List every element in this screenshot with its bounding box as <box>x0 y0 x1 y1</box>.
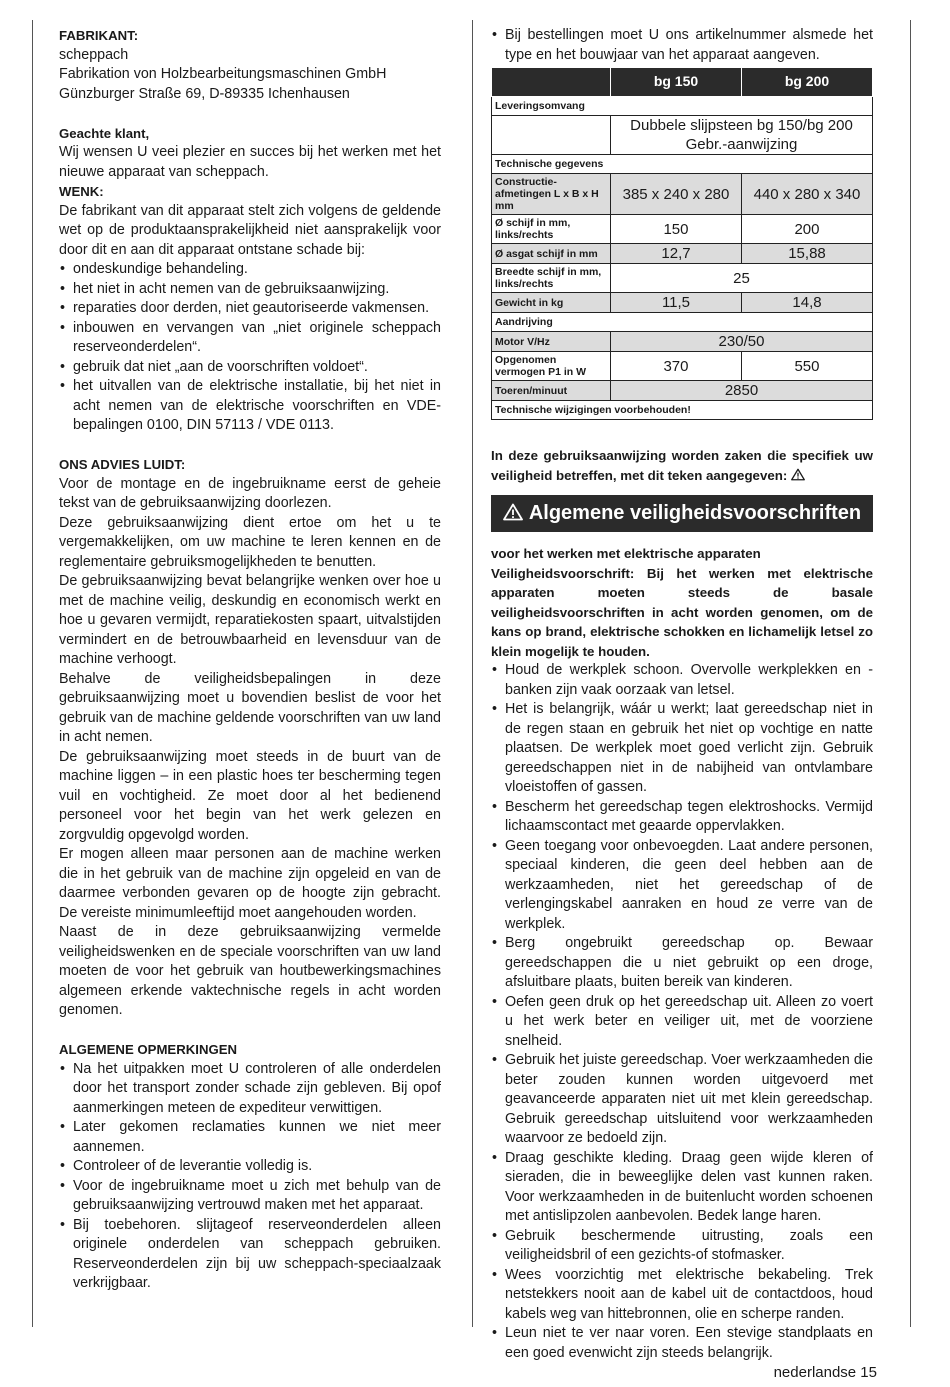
spec-header-row <box>492 68 873 97</box>
list-item: • Houd de werkplek schoon. Overvolle werkplekken en -banken zijn vaak oorzaak van letsel. <box>491 661 873 700</box>
spec-value: 385 x 240 x 280 <box>611 174 742 215</box>
spec-value: 370 <box>611 352 742 381</box>
spec-value: 200 <box>741 215 872 244</box>
list-item: • het uitvallen van de elektrische installatie, bij het niet in acht nemen van de elektrische voorschriften en VDE-bepalingen 0100, DIN 57113 / VDE 0113. <box>59 377 441 436</box>
spec-value: 550 <box>741 352 872 381</box>
list-item: • Berg ongebruikt gereedschap op. Bewaar gereedschappen die u niet gebruikt op een droge, afsluitbare plaats, buiten bereik van kinderen. <box>491 934 873 993</box>
list-item: • Geen toegang voor onbevoegden. Laat andere personen, speciaal kinderen, die geen deel hebben aan de werkzaamheden, niet het gereedschap of de verlengingskabel aanraken en houd ze verre van de werkplek. <box>491 837 873 935</box>
list-item: • Gebruik het juiste gereedschap. Voer werkzaamheden die beter zouden kunnen worden uitgevoerd met geavanceerde apparaten niet uit met klein gereedschap. Gebruik gereedschap uitsluitend voor werkzaamheden waarvoor ze bedoeld zijn. <box>491 1051 873 1149</box>
safety-list <box>491 661 873 1363</box>
spec-header-bg150: bg 150 <box>611 68 742 97</box>
list-item: • Voor de ingebruikname moet u zich met behulp van de gebruiksaanwijzing vertrouwd maken met het apparaat. <box>59 1177 441 1216</box>
list-item: • Het is belangrijk, wáár u werkt; laat gereedschap niet in de regen staan en gebruik het niet op vochtige en natte plaatsen. De werkplek moet goed verlicht zijn. Gebruik gereedschappen niet in de nabijheid van ontvlambare vloeistoffen of gassen. <box>491 700 873 798</box>
spec-label: Ø asgat schijf in mm <box>492 244 611 264</box>
table-row <box>492 215 873 244</box>
general-heading: ALGEMENE OPMERKINGEN <box>59 1042 238 1057</box>
spec-label: Motor V/Hz <box>492 332 611 352</box>
safety-symbol-note <box>491 446 873 485</box>
spec-empty-cell <box>492 116 611 155</box>
list-item: • Wees voorzichtig met elektrische bekabeling. Trek netstekkers nooit aan de kabel uit de contactdoos, houd kabels weg van hittebronnen, olie en scherpe randen. <box>491 1266 873 1325</box>
manufacturer-line: Günzburger Straße 69, D-89335 Ichenhausen <box>59 85 350 102</box>
advice-paragraph: Er mogen alleen maar personen aan de machine werken die in het gebruik van de machine zijn opgeleid en van de daarmee verbonden gevaren op de hoogte zijn gebracht. De vereiste minimumleeftijd moet aangehouden worden. <box>59 846 441 921</box>
spec-footnote: Technische wijzigingen voorbehouden! <box>492 401 873 420</box>
spec-value: 440 x 280 x 340 <box>741 174 872 215</box>
spec-value: 230/50 <box>611 332 873 352</box>
ordering-list <box>491 26 873 65</box>
advice-paragraph: De gebruiksaanwijzing bevat belangrijke wenken over hoe u met de machine veilig, deskundig en economisch werkt en hoe u gevaren vermijdt, reparatiekosten spaart, uitvalstijden vermindert en de betrouwbaarheid en levensduur van de machine verhoogt. <box>59 573 441 667</box>
list-item: • Bescherm het gereedschap tegen elektroshocks. Vermijd lichaamscontact met geaarde oppervlakken. <box>491 798 873 837</box>
manufacturer-block <box>59 26 441 104</box>
spec-value: 15,88 <box>741 244 872 264</box>
spec-value: 11,5 <box>611 293 742 313</box>
spec-value: 12,7 <box>611 244 742 264</box>
notice-text: De fabrikant van dit apparaat stelt zich volgens de geldende wet op de produktaansprakelijkheid niet aansprakelijk voor door dit en aan dit apparaat ontstane schade bij: <box>59 202 441 258</box>
notice-heading: WENK: <box>59 184 104 199</box>
list-item: • inbouwen en vervangen van „niet originele scheppach reserveonderdelen“. <box>59 319 441 358</box>
liability-list <box>59 260 441 436</box>
table-row <box>492 116 873 155</box>
safety-title: Algemene veiligheidsvoorschriften <box>528 502 862 524</box>
advice-paragraph: Deze gebruiksaanwijzing dient ertoe om het u te vergemakkelijken, om uw machine te leren kennen en de reglementaire gebruiksmogelijkheden te benutten. <box>59 514 441 570</box>
greeting-heading: Geachte klant, <box>59 125 150 141</box>
table-row <box>492 174 873 215</box>
list-item: • Bij toebehoren. slijtageof reserveonderdelen alleen originele onderdelen van scheppach gebruiken. Reserveonderdelen zijn bij uw scheppach-speciaalzaak verkrijgbaar. <box>59 1216 441 1294</box>
list-item: • Bij bestellingen moet U ons artikelnummer alsmede het type en het bouwjaar van het apparaat aangeven. <box>491 26 873 65</box>
table-row <box>492 264 873 293</box>
spec-label: Gewicht in kg <box>492 293 611 313</box>
spec-label: Breedte schijf in mm, links/rechts <box>492 264 611 293</box>
list-item: • Na het uitpakken moet U controleren of alle onderdelen door het transport zonder schade zijn gebleven. Bij opof aanmerkingen meteen de expediteur verwittigen. <box>59 1060 441 1119</box>
safety-title-bar <box>491 495 873 532</box>
spec-section-label: Aandrijving <box>492 313 873 332</box>
advice-paragraph: Behalve de veiligheidsbepalingen in deze gebruiksaanwijzing moet u bovendien beslist de voor het gebruik van de machine geldende voorschriften van uw land in acht nemen. <box>59 670 441 745</box>
spec-label: Toeren/minuut <box>492 381 611 401</box>
greeting-text: Wij wensen U veei plezier en succes bij het werken met het nieuwe apparaat van scheppach. <box>59 144 441 180</box>
spec-label: Opgenomen vermogen P1 in W <box>492 352 611 381</box>
spec-scope-item: Dubbele slijpsteen bg 150/bg 200 <box>630 117 853 134</box>
spec-value: 2850 <box>611 381 873 401</box>
spec-label: Constructie-afmetingen L x B x H mm <box>492 174 611 215</box>
table-row <box>492 293 873 313</box>
table-row <box>492 381 873 401</box>
spec-section-label: Technische gegevens <box>492 155 873 174</box>
list-item: • Gebruik beschermende uitrusting, zoals een veiligheidsbril of een gezichts-of stofmasker. <box>491 1227 873 1266</box>
list-item: • Draag geschikte kleding. Draag geen wijde kleren of sieraden, die in beweeglijke delen vast kunnen raken. Voor werkzaamheden in de buitenlucht worden schoenen met antislipzolen aanbevolen. Bedek lange haren. <box>491 1149 873 1227</box>
list-item: • ondeskundige behandeling. <box>59 260 441 280</box>
list-item: • Later gekomen reclamaties kunnen we niet meer aannemen. <box>59 1118 441 1157</box>
spec-value: 25 <box>611 264 873 293</box>
spec-value: 150 <box>611 215 742 244</box>
list-item: • het niet in acht nemen van de gebruiksaanwijzing. <box>59 280 441 300</box>
spec-header-blank <box>492 68 611 97</box>
list-item: • Leun niet te ver naar voren. Een stevige standplaats en een goed evenwicht zijn steeds belangrijk. <box>491 1324 873 1363</box>
advice-paragraph: Voor de montage en de ingebruikname eerst de geheie tekst van de gebruiksaanwijzing doorlezen. <box>59 475 441 511</box>
list-item: • reparaties door derden, niet geautoriseerde vakmensen. <box>59 299 441 319</box>
advice-paragraph: Naast de in deze gebruiksaanwijzing vermelde veiligheidswenken en de speciale voorschriften van uw land moeten de voor het gebruik van houtbewerkingsmachines algemeen erkende vaktechnische regels in acht worden genomen. <box>59 924 441 1018</box>
table-row <box>492 244 873 264</box>
table-row <box>492 97 873 116</box>
list-item: • gebruik dat niet „aan de voorschriften voldoet“. <box>59 358 441 378</box>
safety-symbol-note-text: In deze gebruiksaanwijzing worden zaken die specifiek uw veiligheid betreffen, met dit teken aangegeven: <box>491 448 873 483</box>
spec-value: 14,8 <box>741 293 872 313</box>
manufacturer-line: scheppach <box>59 46 129 63</box>
warning-triangle-icon <box>791 468 805 481</box>
manufacturer-heading: FABRIKANT: <box>59 28 139 43</box>
spec-table <box>491 67 873 420</box>
advice-paragraph: De gebruiksaanwijzing moet steeds in de buurt van de machine liggen – in een plastic hoes ter bescherming tegen vuil en vochtigheid. Ze moet door al het bedienend personeel voor het begin van het werk gelezen en zorgvuldig opgevolgd worden. <box>59 748 441 843</box>
general-list <box>59 1060 441 1294</box>
page-footer: nederlandse 15 <box>773 1364 877 1381</box>
safety-subheading: voor het werken met elektrische apparaten <box>491 546 761 561</box>
column-divider-rule <box>472 20 473 1327</box>
list-item: • Oefen geen druk op het gereedschap uit. Alleen zo voert u het werk beter en veiliger uit, met de voorziene snelheid. <box>491 993 873 1052</box>
list-item: • Controleer of de leverantie volledig is. <box>59 1157 441 1177</box>
table-row <box>492 352 873 381</box>
right-margin-rule <box>910 20 911 1327</box>
right-column <box>491 26 873 1363</box>
left-margin-rule <box>32 20 33 1327</box>
spec-label: Ø schijf in mm, links/rechts <box>492 215 611 244</box>
manufacturer-line: Fabrikation von Holzbearbeitungsmaschinen GmbH <box>59 66 387 82</box>
spec-scope-values <box>611 116 873 155</box>
warning-triangle-icon <box>503 503 523 521</box>
advice-heading: ONS ADVIES LUIDT: <box>59 457 186 472</box>
table-row <box>492 155 873 174</box>
table-row <box>492 313 873 332</box>
spec-section-label: Leveringsomvang <box>492 97 873 116</box>
spec-scope-item: Gebr.-aanwijzing <box>685 136 798 153</box>
table-row <box>492 332 873 352</box>
table-row <box>492 401 873 420</box>
left-column <box>59 26 441 1294</box>
spec-header-bg200: bg 200 <box>741 68 872 97</box>
safety-lead: Veiligheidsvoorschrift: Bij het werken met elektrische apparaten moeten steeds de basale veiligheidsvoorschriften in acht worden genomen, om de kans op brand, elektrische schokken en lichamelijk letsel zo klein mogelijk te houden. <box>491 565 873 659</box>
